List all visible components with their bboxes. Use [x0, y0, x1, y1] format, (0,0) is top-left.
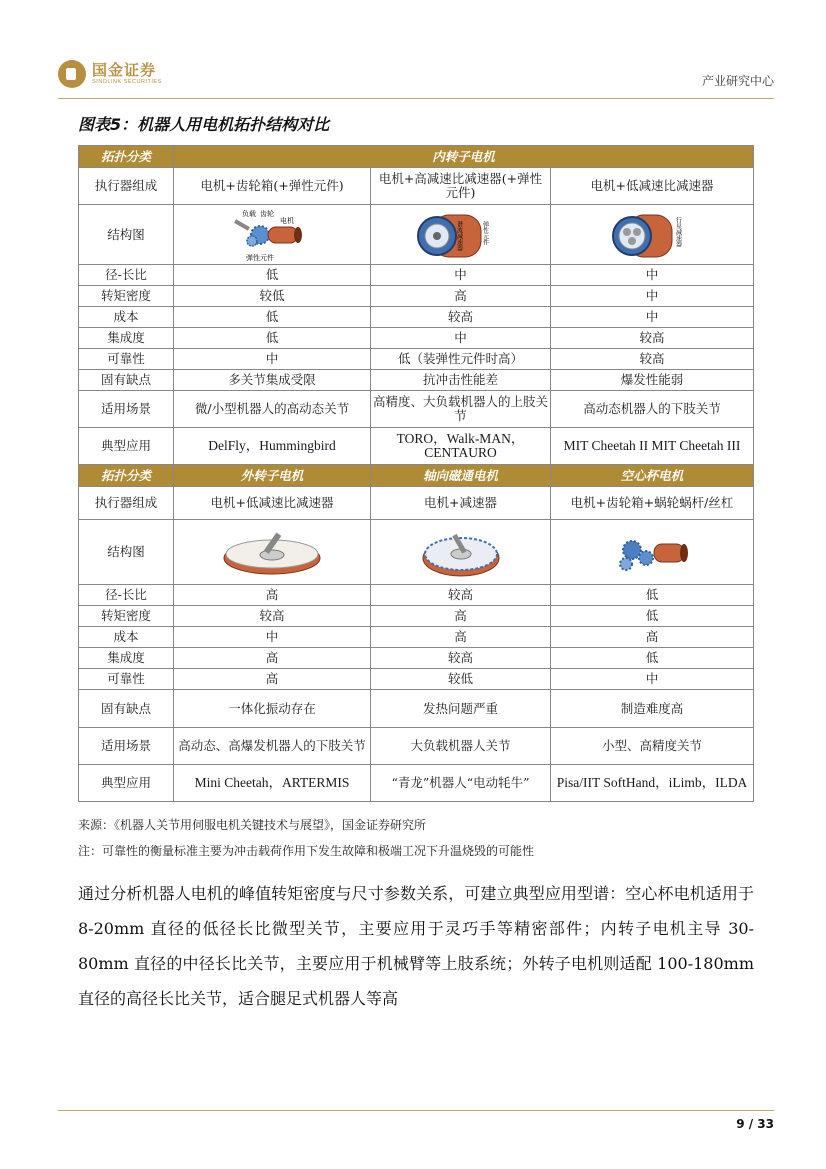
cell: 中 — [371, 328, 551, 349]
body-paragraph — [78, 876, 754, 1016]
cell: 低 — [174, 265, 371, 286]
cell: 微/小型机器人的高动态关节 — [174, 391, 371, 428]
cell: 较高 — [174, 606, 371, 627]
row-label: 执行器组成 — [79, 168, 174, 205]
cell: 大负载机器人关节 — [371, 728, 551, 765]
cell: 高动态、高爆发机器人的下肢关节 — [174, 728, 371, 765]
svg-text:谐波减速器: 谐波减速器 — [455, 220, 462, 251]
cell: 高 — [371, 286, 551, 307]
row-label: 典型应用 — [79, 428, 174, 465]
cell: 制造难度高 — [551, 690, 754, 728]
logo-icon — [58, 60, 86, 88]
page-header — [58, 60, 774, 96]
svg-text:行星减速器: 行星减速器 — [674, 216, 682, 247]
row-label: 结构图 — [79, 520, 174, 585]
cell: 低 — [551, 606, 754, 627]
table-row — [79, 648, 754, 669]
cell: 高动态机器人的下肢关节 — [551, 391, 754, 428]
cell: 较低 — [174, 286, 371, 307]
table1-header-row — [79, 146, 754, 168]
table-row — [79, 349, 754, 370]
cell: 高 — [371, 606, 551, 627]
cell: 较高 — [371, 585, 551, 606]
cell: 较高 — [551, 328, 754, 349]
cell: 较高 — [371, 648, 551, 669]
svg-text:齿轮: 齿轮 — [260, 209, 274, 218]
row-label: 径-长比 — [79, 585, 174, 606]
svg-text:负载: 负载 — [242, 209, 256, 218]
row-label: 适用场景 — [79, 728, 174, 765]
cell: Pisa/IIT SoftHand，iLimb，ILDA — [551, 765, 754, 802]
svg-text:弹性元件: 弹性元件 — [481, 220, 488, 245]
svg-text:电机: 电机 — [280, 216, 294, 225]
cell: 低 — [174, 328, 371, 349]
cell: 抗冲击性能差 — [371, 370, 551, 391]
header-divider — [58, 98, 774, 99]
row-label: 集成度 — [79, 328, 174, 349]
cell: 高 — [174, 648, 371, 669]
table-row — [79, 370, 754, 391]
cell: 电机+齿轮箱(+弹性元件) — [174, 168, 371, 205]
cell: 电机+低减速比减速器 — [551, 168, 754, 205]
cell: 较低 — [371, 669, 551, 690]
table-row — [79, 205, 754, 265]
cell: 电机+低减速比减速器 — [174, 487, 371, 520]
planetary-reducer-diagram — [551, 205, 754, 265]
cell: 高 — [371, 627, 551, 648]
row-label: 可靠性 — [79, 349, 174, 370]
cell: 较高 — [551, 349, 754, 370]
cell: 爆发性能弱 — [551, 370, 754, 391]
cell: 电机+高减速比减速器(+弹性元件) — [371, 168, 551, 205]
cell: 中 — [551, 286, 754, 307]
header-axial-flux: 轴向磁通电机 — [371, 465, 551, 487]
cell: 高 — [174, 669, 371, 690]
header-group: 内转子电机 — [174, 146, 754, 168]
cell: 低 — [174, 307, 371, 328]
row-label: 执行器组成 — [79, 487, 174, 520]
logo-cn: 国金证券 — [92, 60, 157, 79]
row-label: 转矩密度 — [79, 286, 174, 307]
table-row — [79, 265, 754, 286]
chart-title: 图表5：机器人用电机拓扑结构对比 — [78, 115, 330, 134]
motor-topology-table — [78, 145, 754, 802]
cell: 电机+齿轮箱+蜗轮蜗杆/丝杠 — [551, 487, 754, 520]
header-coreless: 空心杯电机 — [551, 465, 754, 487]
table-row — [79, 606, 754, 627]
row-label: 成本 — [79, 627, 174, 648]
cell: TORO，Walk-MAN，CENTAURO — [371, 428, 551, 465]
logo-en: SINOLINK SECURITIES — [92, 78, 162, 85]
cell: 高精度、大负载机器人的上肢关节 — [371, 391, 551, 428]
department-label: 产业研究中心 — [701, 74, 774, 88]
header-outer-rotor: 外转子电机 — [174, 465, 371, 487]
row-label: 适用场景 — [79, 391, 174, 428]
row-label: 结构图 — [79, 205, 174, 265]
cell: MIT Cheetah II MIT Cheetah III — [551, 428, 754, 465]
row-label: 可靠性 — [79, 669, 174, 690]
cell: DelFly，Hummingbird — [174, 428, 371, 465]
cell: 中 — [551, 669, 754, 690]
cell: 高 — [551, 627, 754, 648]
cell: “青龙”机器人“电动牦牛” — [371, 765, 551, 802]
row-label: 转矩密度 — [79, 606, 174, 627]
table-row — [79, 307, 754, 328]
table-row — [79, 627, 754, 648]
svg-text:弹性元件: 弹性元件 — [246, 253, 274, 262]
header-label: 拓扑分类 — [79, 465, 174, 487]
cell: 中 — [551, 307, 754, 328]
table-row — [79, 585, 754, 606]
cell: 低（装弹性元件时高） — [371, 349, 551, 370]
table-row — [79, 669, 754, 690]
coreless-diagram — [551, 520, 754, 585]
footnote: 注：可靠性的衡量标准主要为冲击载荷作用下发生故障和极端工况下升温烧毁的可能性 — [78, 844, 535, 858]
table-row — [79, 286, 754, 307]
table-row — [79, 690, 754, 728]
page-number: 9 / 33 — [736, 1117, 774, 1131]
cell: 一体化振动存在 — [174, 690, 371, 728]
outer-rotor-diagram — [174, 520, 371, 585]
footer-divider — [58, 1110, 774, 1111]
table-row — [79, 328, 754, 349]
cell: 较高 — [371, 307, 551, 328]
table-row — [79, 428, 754, 465]
row-label: 集成度 — [79, 648, 174, 669]
source-note: 来源：《机器人关节用伺服电机关键技术与展望》，国金证券研究所 — [78, 818, 427, 832]
table2-header-row — [79, 465, 754, 487]
table-row — [79, 487, 754, 520]
cell: 高 — [174, 585, 371, 606]
cell: 小型、高精度关节 — [551, 728, 754, 765]
gearbox-motor-diagram — [174, 205, 371, 265]
axial-flux-diagram — [371, 520, 551, 585]
cell: 发热问题严重 — [371, 690, 551, 728]
header-label: 拓扑分类 — [79, 146, 174, 168]
cell: 低 — [551, 585, 754, 606]
row-label: 固有缺点 — [79, 370, 174, 391]
cell: 低 — [551, 648, 754, 669]
company-logo — [58, 60, 162, 88]
cell: 中 — [174, 627, 371, 648]
harmonic-reducer-diagram — [371, 205, 551, 265]
cell: 中 — [551, 265, 754, 286]
cell: 电机+减速器 — [371, 487, 551, 520]
cell: Mini Cheetah，ARTERMIS — [174, 765, 371, 802]
table-row — [79, 168, 754, 205]
table-row — [79, 728, 754, 765]
cell: 中 — [174, 349, 371, 370]
row-label: 固有缺点 — [79, 690, 174, 728]
row-label: 成本 — [79, 307, 174, 328]
cell: 多关节集成受限 — [174, 370, 371, 391]
body-text: 通过分析机器人电机的峰值转矩密度与尺寸参数关系，可建立典型应用型谱：空心杯电机适用于 8-20mm 直径的低径长比微型关节，主要应用于灵巧手等精密部件；内转子电机主导 30-80mm 直径的中径长比关节，主要应用于机械臂等上肢系统；外转子电机则适配 100-180mm 直径的高径长比关节，适合腿足式机器人等高 — [78, 884, 754, 1008]
table-row — [79, 765, 754, 802]
table-row — [79, 520, 754, 585]
row-label: 典型应用 — [79, 765, 174, 802]
row-label: 径-长比 — [79, 265, 174, 286]
cell: 中 — [371, 265, 551, 286]
table-row — [79, 391, 754, 428]
